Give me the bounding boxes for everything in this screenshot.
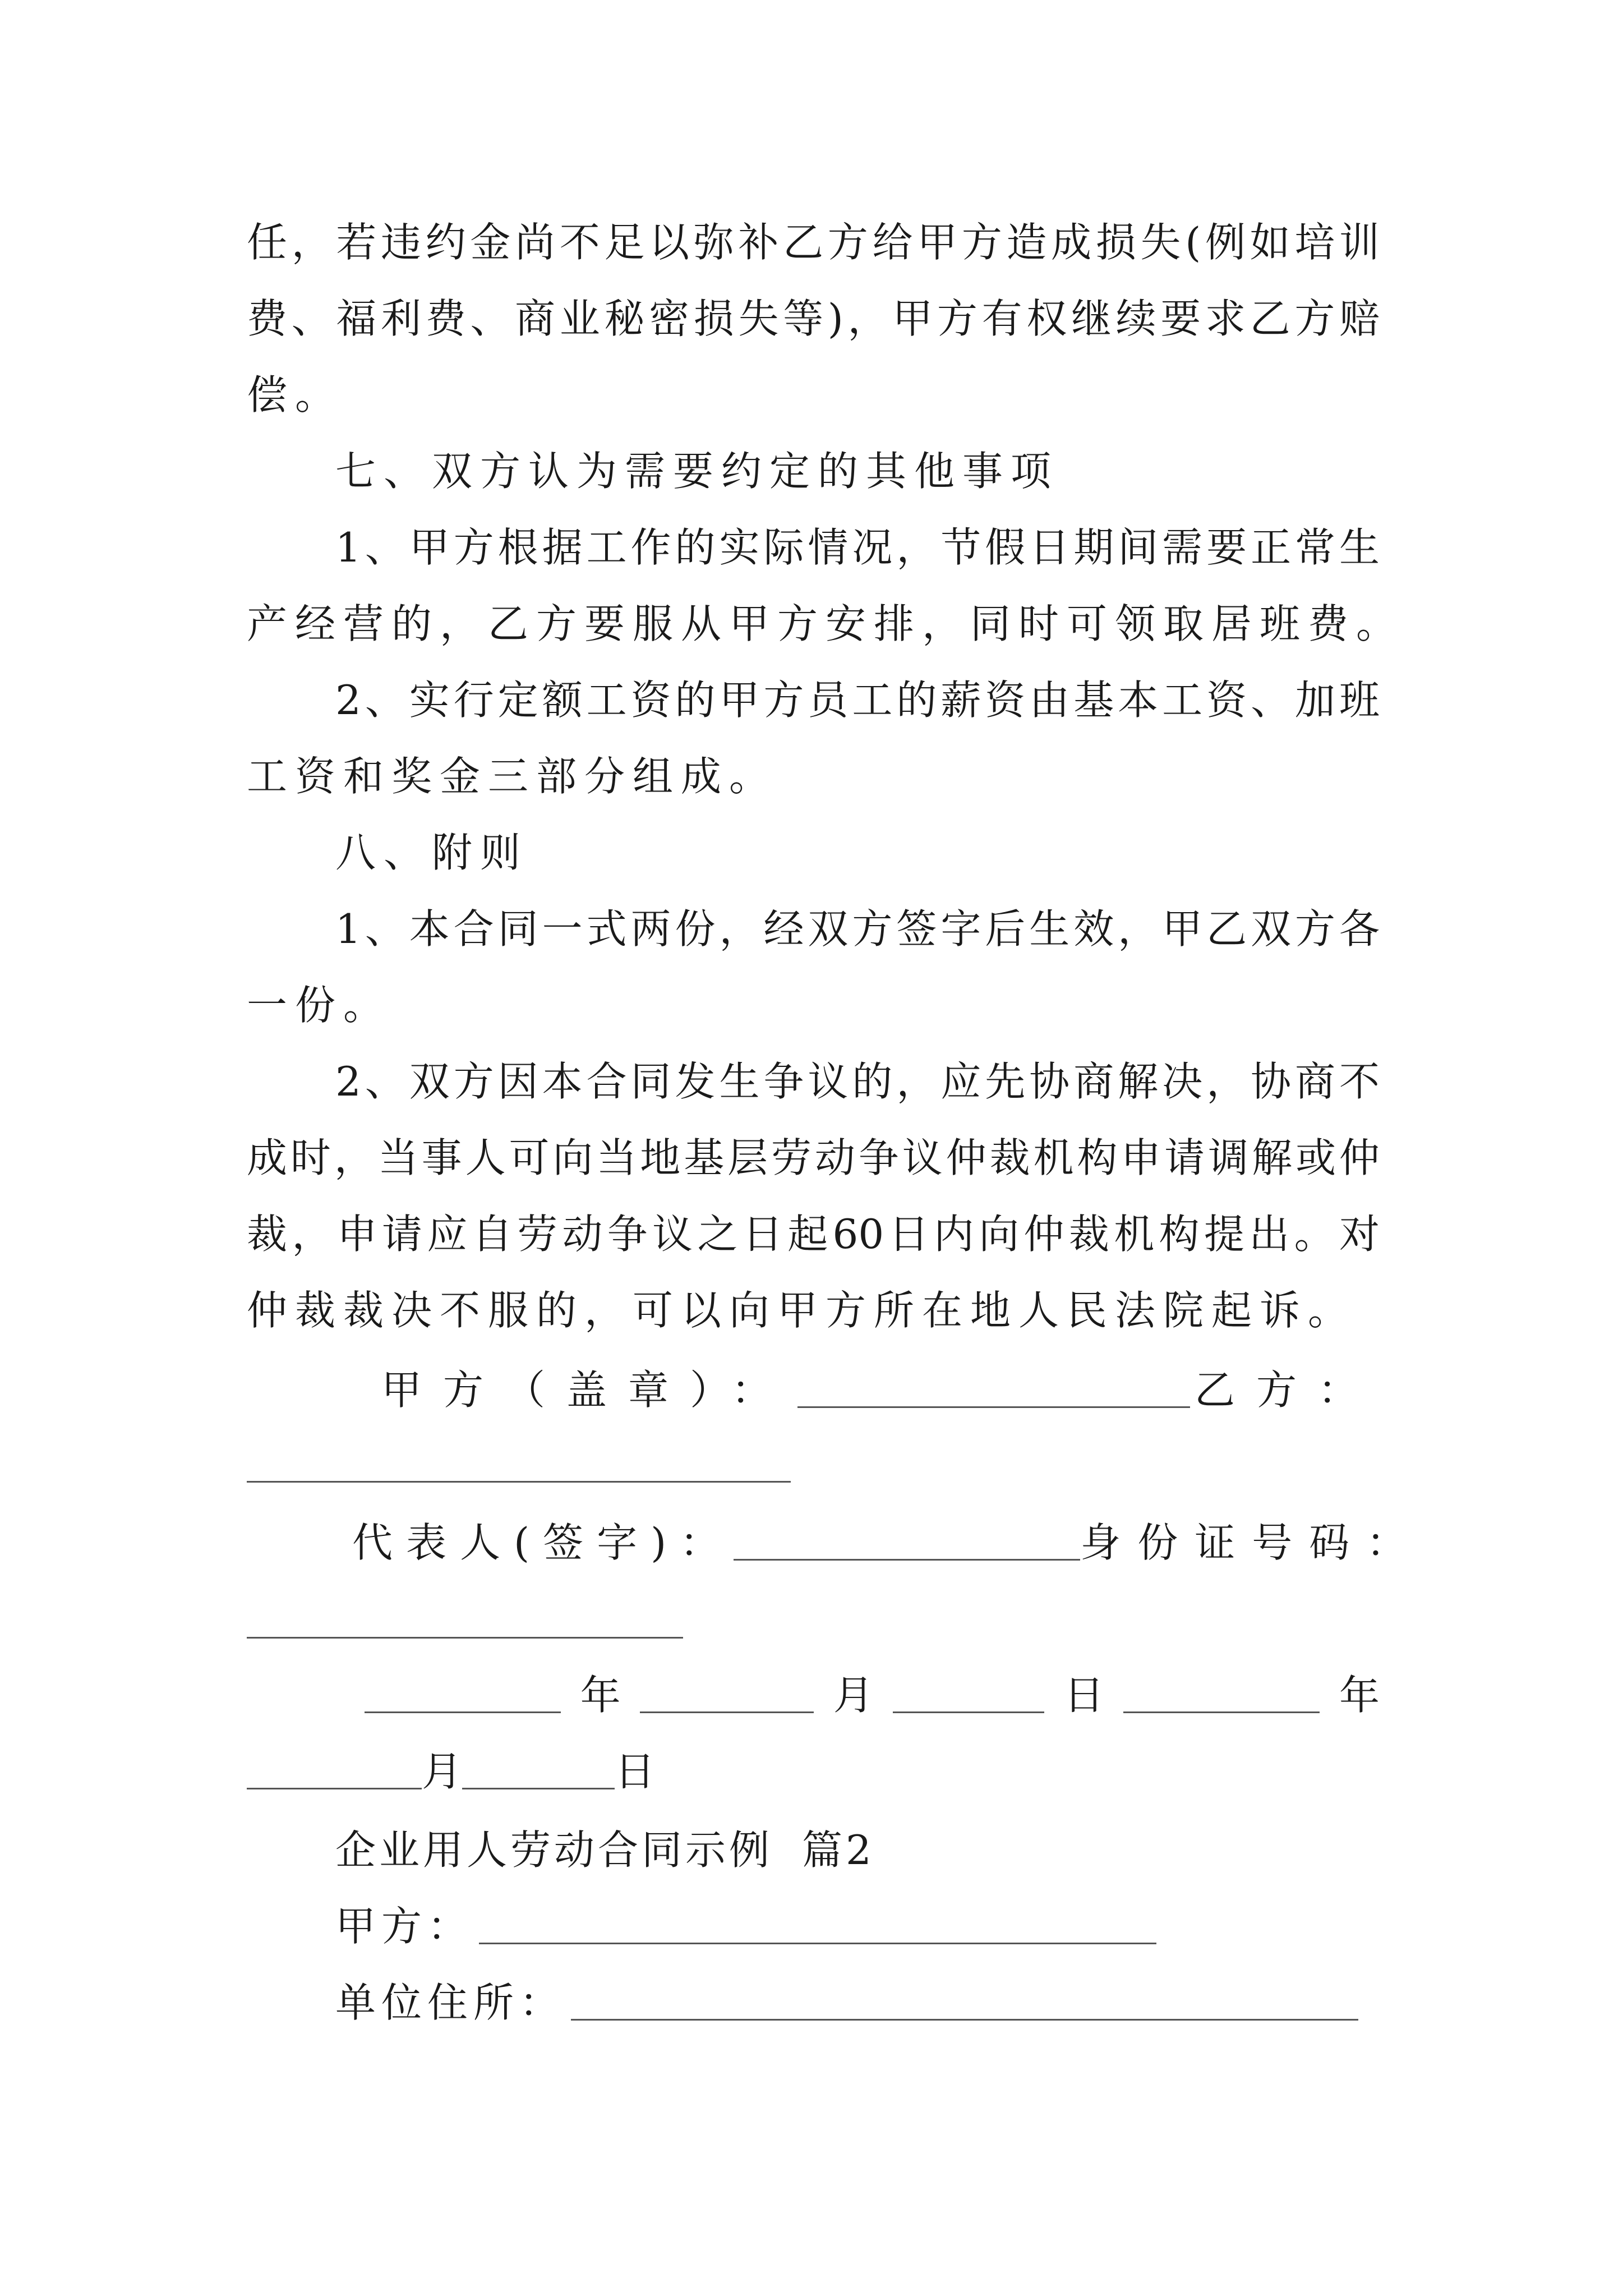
id-number-blank[interactable] (247, 1637, 683, 1639)
contract-title-text: 企业用人劳动合同示例 (335, 1826, 773, 1874)
date-row-party-a (365, 1662, 1380, 1729)
party-a-seal-label: 甲方（盖章）： (381, 1366, 794, 1414)
party-a-name-blank[interactable] (479, 1910, 1156, 1944)
party-a-label: 甲方： (335, 1903, 474, 1950)
day-blank-b[interactable] (462, 1755, 615, 1789)
contract-part-number: 篇2 (802, 1826, 875, 1874)
month-blank-a[interactable] (640, 1679, 814, 1713)
paragraph-line: 1、甲方根据工作的实际情况，节假日期间需要正常生 (335, 524, 1380, 571)
paragraph-line: 成时，当事人可向当地基层劳动争议仲裁机构申请调解或仲 (247, 1134, 1380, 1181)
paragraph-line: 一份。 (247, 982, 392, 1029)
paragraph-line: 2、双方因本合同发生争议的，应先协商解决，协商不 (335, 1058, 1380, 1105)
year-blank-a[interactable] (365, 1679, 561, 1713)
paragraph-line: 裁，申请应自劳动争议之日起60日内向仲裁机构提出。对 (247, 1211, 1380, 1258)
signature-row-representative (352, 1509, 1424, 1576)
party-a-seal-blank[interactable] (797, 1374, 1190, 1408)
paragraph-line: 仲裁裁决不服的，可以向甲方所在地人民法院起诉。 (247, 1287, 1357, 1334)
paragraph-line: 工资和奖金三部分组成。 (247, 753, 778, 800)
address-blank[interactable] (571, 1986, 1358, 2021)
year-label-b: 年 (1339, 1672, 1380, 1719)
address-label: 单位住所： (335, 1979, 566, 2026)
month-label-b: 月 (422, 1748, 463, 1795)
paragraph-line: 2、实行定额工资的甲方员工的薪资由基本工资、加班 (335, 677, 1380, 724)
contract-title (335, 1816, 1468, 1884)
month-label-a: 月 (833, 1672, 874, 1719)
paragraph-line: 费、福利费、商业秘密损失等)，甲方有权继续要求乙方赔 (247, 295, 1380, 342)
section-heading: 八、附则 (335, 829, 529, 876)
party-b-label: 乙方： (1194, 1366, 1380, 1414)
id-number-label: 身份证号码： (1080, 1519, 1424, 1566)
signature-row-parties (381, 1356, 1380, 1424)
month-blank-b[interactable] (247, 1755, 422, 1789)
year-blank-b[interactable] (1123, 1679, 1320, 1713)
year-label-a: 年 (580, 1672, 621, 1719)
day-blank-a[interactable] (893, 1679, 1044, 1713)
day-label-a: 日 (1063, 1672, 1104, 1719)
paragraph-line: 偿。 (247, 371, 344, 418)
day-label-b: 日 (615, 1748, 656, 1795)
address-row (335, 1969, 1345, 2036)
date-row-party-b (247, 1738, 656, 1805)
paragraph-line: 任，若违约金尚不足以弥补乙方给甲方造成损失(例如培训 (247, 219, 1380, 266)
paragraph-line: 产经营的，乙方要服从甲方安排，同时可领取居班费。 (247, 600, 1405, 647)
paragraph-line: 1、本合同一式两份，经双方签字后生效，甲乙双方各 (335, 905, 1380, 953)
party-a-row (335, 1893, 1143, 1960)
representative-signature-blank[interactable] (734, 1526, 1080, 1561)
party-b-blank[interactable] (247, 1481, 791, 1483)
section-heading: 七、双方认为需要约定的其他事项 (335, 448, 1059, 495)
representative-label: 代表人(签字)： (352, 1519, 734, 1566)
